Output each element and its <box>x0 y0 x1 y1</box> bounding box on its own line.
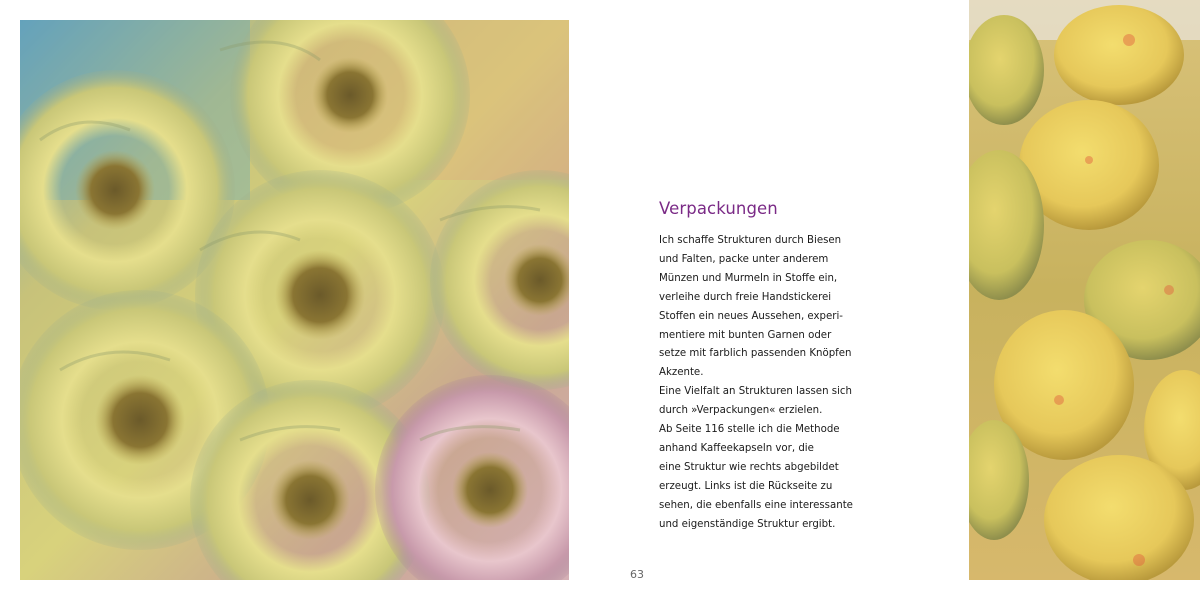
body-line: anhand Kaffeekapseln vor, die <box>659 442 814 454</box>
left-photo-gathered-fabric <box>20 20 569 580</box>
body-line: Akzente. <box>659 367 704 379</box>
body-line: Ich schaffe Strukturen durch Biesen <box>659 235 842 246</box>
body-line: Eine Vielfalt an Strukturen lassen sich <box>659 386 852 398</box>
body-line: Stoffen ein neues Aussehen, experi- <box>659 310 843 322</box>
body-line: verleihe durch freie Handstickerei <box>659 291 832 303</box>
body-line: durch »Verpackungen« erzielen. <box>659 405 823 417</box>
body-line: Münzen und Murmeln in Stoffe ein, <box>659 272 838 284</box>
section-heading: Verpackungen <box>659 199 778 218</box>
body-line: mentiere mit bunten Garnen oder <box>659 329 832 341</box>
body-text <box>659 232 859 535</box>
body-line: eine Struktur wie rechts abgebildet <box>659 461 839 473</box>
body-line: erzeugt. Links ist die Rückseite zu <box>659 480 833 492</box>
body-line: und eigenständige Struktur ergibt. <box>659 518 836 530</box>
text-column <box>659 198 859 535</box>
body-line: sehen, die ebenfalls eine interessante <box>659 499 853 511</box>
wrapped-capsules-illustration <box>969 0 1200 580</box>
body-line: setze mit farblich passenden Knöpfen <box>659 348 852 360</box>
page-number: 63 <box>630 568 644 581</box>
body-line: und Falten, packe unter anderem <box>659 253 829 265</box>
right-photo-wrapped-capsules <box>969 0 1200 580</box>
fabric-rings-illustration <box>20 20 569 580</box>
body-line: Ab Seite 116 stelle ich die Methode <box>659 424 840 436</box>
